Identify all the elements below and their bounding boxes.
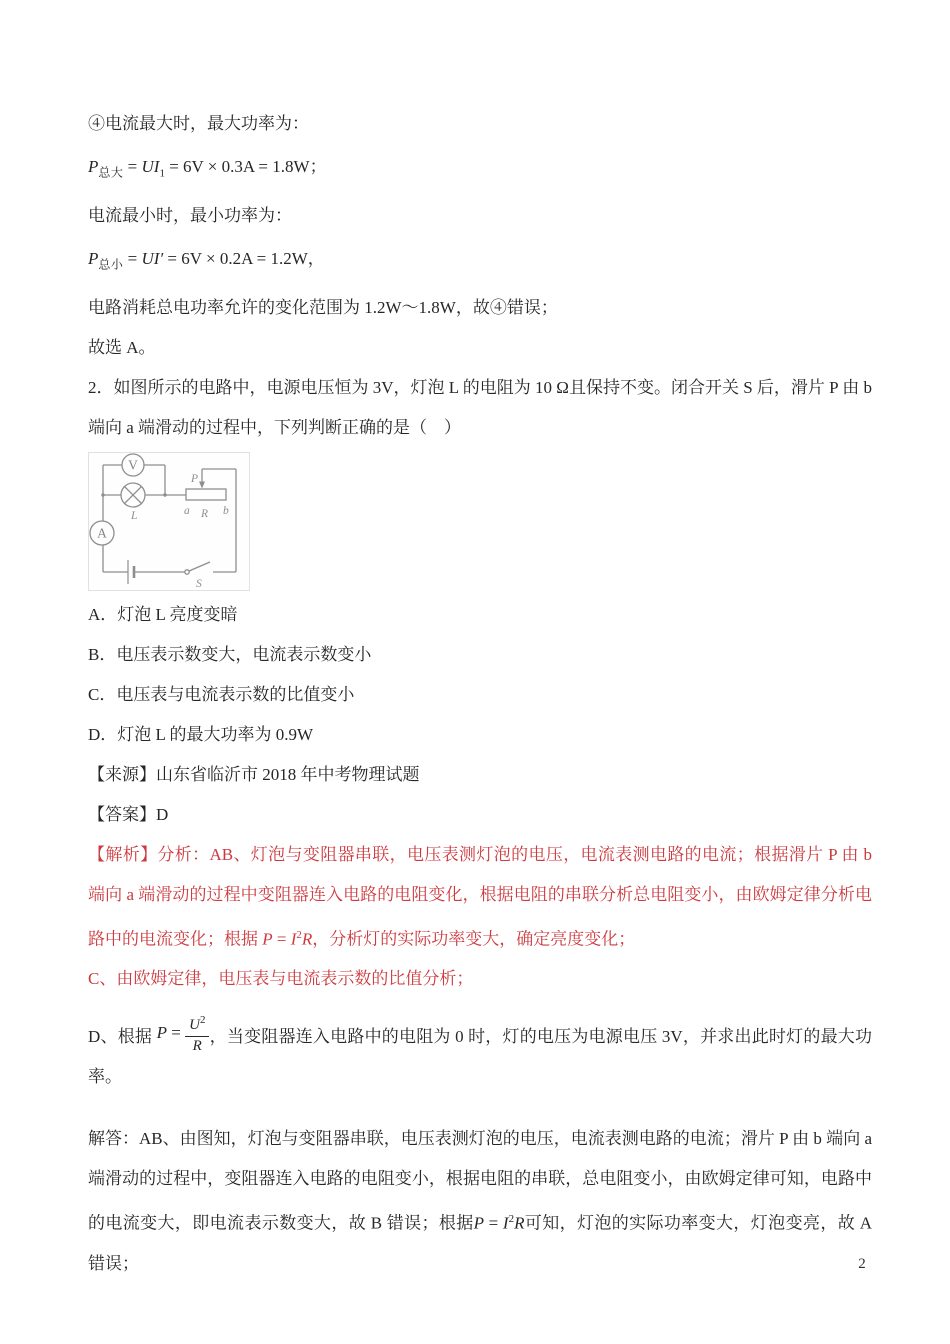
- option-c: C．电压表与电流表示数的比值变小: [88, 684, 355, 704]
- var-u: U: [189, 1017, 200, 1034]
- sub-zongda: 总大: [98, 165, 124, 180]
- solution1-range-line: 电路消耗总电功率允许的变化范围为 1.2W～1.8W，故④错误；: [88, 297, 558, 317]
- var-p: P: [156, 1023, 167, 1043]
- punct: ，: [307, 249, 325, 269]
- var-p: P: [473, 1214, 485, 1234]
- option-a: A．灯泡 L 亮度变暗: [88, 604, 238, 624]
- terminal-a-label: a: [184, 504, 190, 517]
- formula-max-values: = 6V × 0.3A = 1.8W: [164, 157, 310, 176]
- solution1-max-power-line: ④电流最大时，最大功率为：: [88, 114, 309, 133]
- sub-zongxiao: 总小: [98, 257, 124, 272]
- circuit-wires: [90, 454, 236, 584]
- rheostat-label: R: [201, 507, 209, 520]
- analysis-paragraph: [88, 835, 872, 960]
- formula-min-power: [88, 236, 872, 287]
- sup-2: 2: [199, 1014, 206, 1027]
- punct: ；: [309, 157, 327, 176]
- var-r: R: [514, 1214, 525, 1234]
- circuit-diagram: [88, 452, 250, 591]
- slider-label: P: [191, 472, 199, 485]
- source-line: 【来源】山东省临沂市 2018 年中考物理试题: [88, 764, 420, 784]
- circuit-diagram-figure: [88, 452, 872, 591]
- formula-max-power: [88, 144, 872, 196]
- fraction-u2-over-r: [185, 1014, 209, 1055]
- equals: =: [167, 1023, 186, 1043]
- equals: =: [123, 157, 142, 176]
- answer-line: 【答案】D: [88, 804, 169, 824]
- solution1-min-power-line: 电流最小时，最小功率为：: [88, 206, 292, 226]
- voltmeter-label: V: [128, 457, 138, 473]
- var-ui-prime: UI′: [141, 249, 164, 269]
- sup-2: 2: [508, 1213, 515, 1226]
- fraction-numerator: [185, 1014, 209, 1036]
- d-tail-text: ，当变阻器连入电路中的电阻为 0 时，灯的电压为电源电压 3V，并求出此时灯的最大功率。: [88, 1027, 873, 1087]
- lamp-label: L: [131, 509, 138, 522]
- options-list: [88, 595, 872, 755]
- question2-stem: 2．如图所示的电路中，电源电压恒为 3V，灯泡 L 的电阻为 10 Ω且保持不变。闭合开关 S 后，滑片 P 由 b 端向 a 端滑动的过程中，下列判断正确的是（ ）: [88, 377, 872, 437]
- var-r: R: [301, 929, 313, 949]
- junction-dot: [163, 493, 166, 496]
- answer-text-1: 解答：AB、由图知，灯泡与变阻器串联，电压表测灯泡的电压，电流表测电路的电流；滑片 P 由 b 端向 a 端滑动的过程中，变阻器连入电路的电阻变小，根据电阻的串联，总电阻变小，由欧姆定律可知，电路中的电流变大，即电流表示数变大，故 B 错误；根据: [88, 1129, 872, 1234]
- d-lead-text: D、根据: [88, 1027, 157, 1047]
- ammeter-label: A: [97, 525, 107, 541]
- solution-answer-paragraph: [88, 1119, 872, 1284]
- option-b: B．电压表示数变大，电流表示数变小: [88, 644, 372, 664]
- var-p-max: P: [88, 157, 99, 176]
- fraction-denominator: R: [192, 1037, 202, 1054]
- var-i: I: [502, 1214, 509, 1234]
- equals: =: [484, 1214, 503, 1234]
- analysis-text-1: 【解析】分析：AB、灯泡与变阻器串联，电压表测灯泡的电压，电流表测电路的电流；根据滑片 P 由 b 端向 a 端滑动的过程中变阻器连入电路的电阻变化，根据电阻的串联分析总电阻变小，由欧姆定律分析电路中的电流变化；根据: [88, 844, 872, 949]
- option-d: D．灯泡 L 的最大功率为 0.9W: [88, 724, 314, 744]
- rheostat-body: [186, 489, 226, 500]
- junction-dot: [101, 493, 104, 496]
- var-i: I: [290, 929, 297, 949]
- var-p-min: P: [88, 249, 99, 269]
- page-content: [88, 104, 872, 1301]
- solution-d-paragraph: [88, 1013, 872, 1097]
- terminal-b-label: b: [223, 504, 229, 517]
- switch-lever: [189, 562, 210, 571]
- switch-pivot: [185, 570, 189, 574]
- lamp-cross: [125, 486, 142, 503]
- answer-text-2: 可知，灯泡的实际功率变大，灯泡变亮，故 A 错误；: [88, 1214, 873, 1274]
- sup-2: 2: [296, 928, 302, 941]
- equals: =: [123, 249, 142, 269]
- switch-label: S: [196, 577, 202, 590]
- page-number: 2: [858, 1256, 866, 1272]
- sub-1: 1: [159, 167, 165, 180]
- analysis-text-2: ，分析灯的实际功率变大，确定亮度变化；: [312, 929, 636, 949]
- solution1-choice-line: 故选 A。: [88, 337, 156, 357]
- var-ui: UI: [141, 157, 160, 176]
- formula-min-values: = 6V × 0.2A = 1.2W: [163, 249, 308, 269]
- slider-arrow-icon: [199, 481, 205, 488]
- var-p: P: [262, 929, 273, 949]
- analysis-line-c: C、由欧姆定律，电压表与电流表示数的比值分析；: [88, 969, 474, 989]
- equals: =: [272, 929, 291, 949]
- formula-p-u2-over-r: [157, 1013, 210, 1054]
